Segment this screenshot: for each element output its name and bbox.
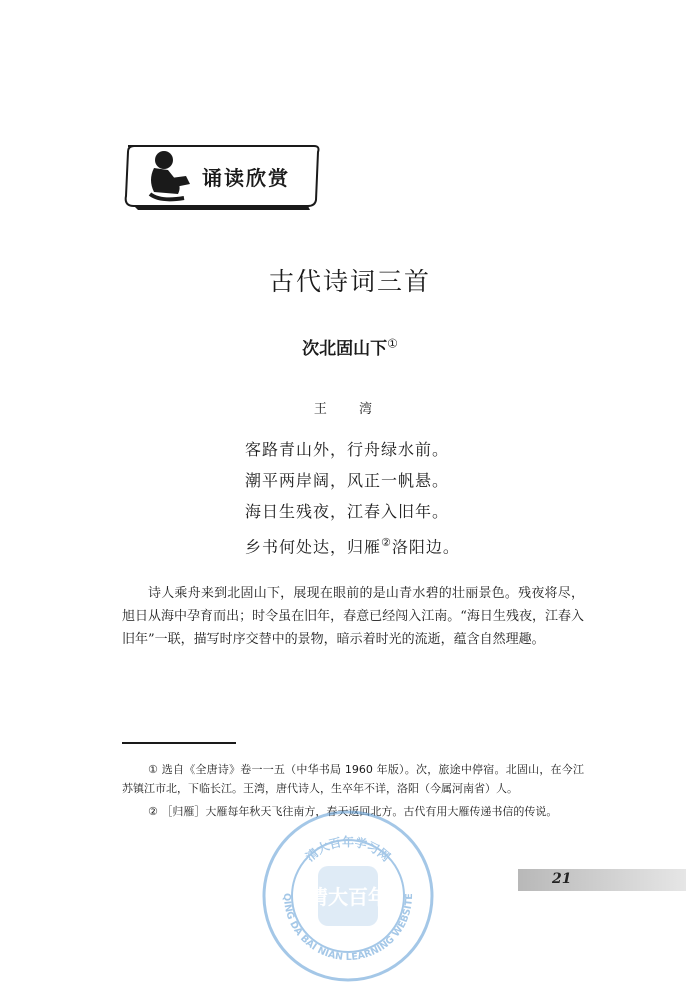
footnote-divider [122,742,236,744]
poem-line [245,527,460,562]
footnote-ref-1: ① [387,336,398,351]
watermark-text-top: 清大百年学习网 [303,835,393,865]
poem-title-text: 次北固山下 [302,339,388,359]
poem-line-part: 洛阳边。 [391,537,460,557]
watermark-text-arc: QING DA BAI NIAN LEARNING WEBSITE [280,893,416,964]
poem-line: 海日生残夜，江春入旧年。 [245,502,450,521]
footnote-text: 选自《全唐诗》卷一一五（中华书局 1960 年版）。次，旅途中停宿。北固山，在今江苏镇江市北，下临长江。王湾，唐代诗人，生卒年不详，洛阳（今属河南省）人。 [122,763,584,795]
footnote-text: ［归雁］大雁每年秋天飞往南方，春天返回北方。古代有用大雁传递书信的传说。 [161,805,558,818]
page-number-strip [518,869,686,891]
footnote-mark: ② [148,805,158,818]
poem-body [245,434,460,562]
banner-title: 诵读欣赏 [202,166,290,190]
poem-title [0,334,700,359]
poem-line: 客路青山外，行舟绿水前。 [245,440,450,459]
page-title: 古代诗词三首 [268,267,431,296]
poem-author: 王 湾 [313,402,387,417]
poem-line-part: 乡书何处达，归雁 [245,537,382,557]
watermark-seal [260,808,436,984]
footnote-ref-2: ② [381,536,392,549]
commentary-paragraph: 诗人乘舟来到北固山下，展现在眼前的是山青水碧的壮丽景色。残夜将尽，旭日从海中孕育而出；时令虽在旧年，春意已经闯入江南。“海日生残夜，江春入旧年”一联，描写时序交替中的景物，暗示着时光的流逝，蕴含自然理趣。 [122,586,584,647]
footnote-mark: ① [148,763,159,776]
section-banner [120,140,320,212]
page-number: 21 [552,871,572,887]
footnote [122,760,584,798]
poem-line: 潮平两岸阔，风正一帆悬。 [245,471,450,490]
watermark-text-center: 清大百年 [308,885,388,909]
